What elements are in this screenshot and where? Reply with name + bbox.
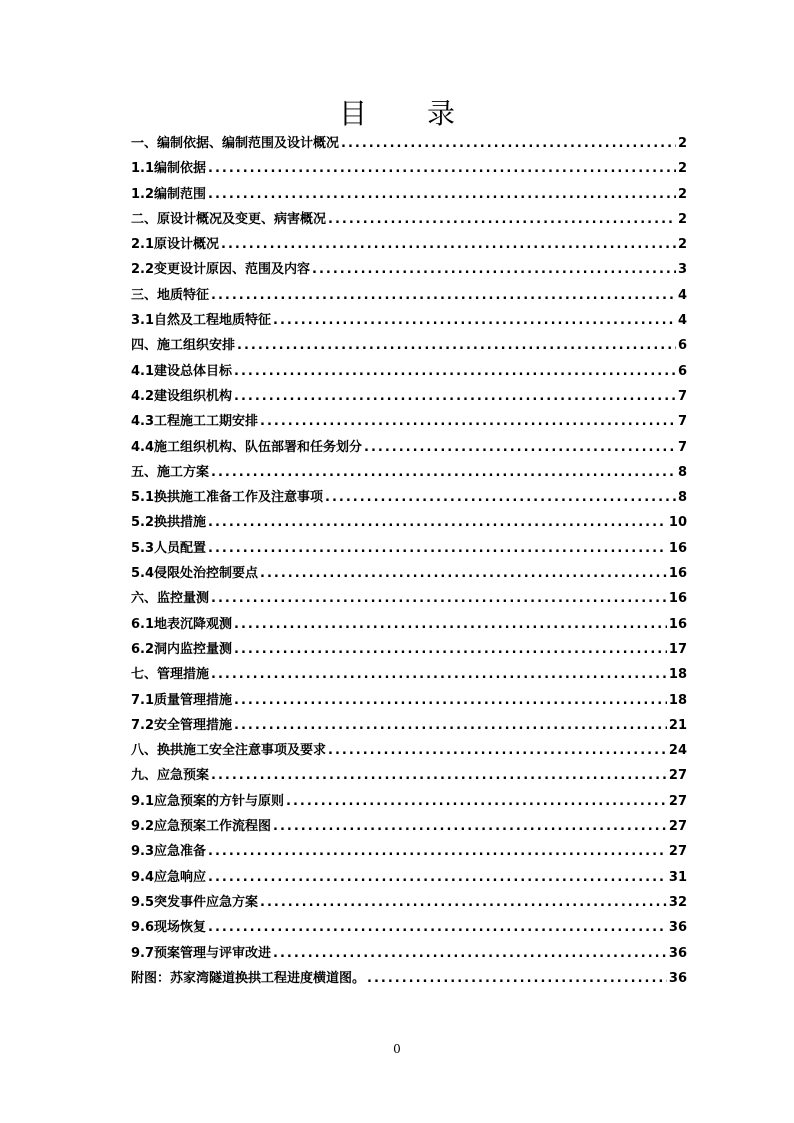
toc-entry-page: 27 [668, 819, 687, 835]
toc-leader-dots [208, 515, 667, 530]
toc-entry-page: 16 [668, 566, 687, 582]
toc-leader-dots [234, 617, 667, 632]
toc-entry-page: 16 [668, 540, 687, 556]
toc-entry[interactable] [131, 866, 687, 891]
toc-leader-dots [367, 971, 667, 986]
toc-leader-dots [260, 895, 667, 910]
toc-entry-page: 4 [677, 313, 687, 329]
toc-entry-label: 9.3应急准备 [131, 844, 207, 860]
toc-entry[interactable] [131, 132, 687, 157]
toc-entry[interactable] [131, 511, 687, 536]
toc-entry[interactable] [131, 638, 687, 663]
toc-leader-dots [208, 541, 667, 556]
toc-entry-page: 36 [668, 970, 687, 986]
toc-leader-dots [208, 844, 667, 859]
toc-entry-page: 36 [668, 945, 687, 961]
toc-leader-dots [234, 389, 676, 404]
toc-entry[interactable] [131, 587, 687, 612]
toc-entry[interactable] [131, 537, 687, 562]
page-number: 0 [393, 1042, 401, 1056]
toc-entry[interactable] [131, 183, 687, 208]
toc-entry-label: 5.3人员配置 [131, 540, 207, 556]
toc-entry-label: 三、地质特征 [131, 287, 210, 303]
toc-entry[interactable] [131, 284, 687, 309]
toc-entry-page: 3 [677, 262, 687, 278]
toc-entry-label: 5.4侵限处治控制要点 [131, 566, 259, 582]
toc-leader-dots [208, 920, 667, 935]
toc-entry-page: 27 [668, 793, 687, 809]
toc-leader-dots [211, 591, 667, 606]
toc-entry[interactable] [131, 208, 687, 233]
toc-leader-dots [260, 566, 667, 581]
toc-entry-label: 9.1应急预案的方针与原则 [131, 793, 285, 809]
toc-entry-page: 2 [677, 136, 687, 151]
toc-entry[interactable] [131, 840, 687, 865]
toc-entry-label: 4.2建设组织机构 [131, 388, 233, 404]
toc-entry-page: 8 [677, 490, 687, 506]
toc-entry[interactable] [131, 385, 687, 410]
toc-entry-page: 2 [677, 186, 687, 202]
toc-entry[interactable] [131, 258, 687, 283]
toc-entry-label: 八、换拱施工安全注意事项及要求 [131, 743, 327, 759]
toc-entry-label: 1.1编制依据 [131, 161, 207, 177]
toc-entry-page: 2 [677, 237, 687, 253]
toc-entry-label: 4.4施工组织机构、队伍部署和任务划分 [131, 439, 363, 455]
toc-entry[interactable] [131, 891, 687, 916]
toc-leader-dots [234, 642, 667, 657]
toc-entry-page: 7 [677, 414, 687, 430]
toc-entry[interactable] [131, 739, 687, 764]
toc-entry-label: 9.7预案管理与评审改进 [131, 945, 272, 961]
toc-leader-dots [286, 794, 667, 809]
title-char-1: 目 [338, 97, 367, 130]
toc-entry-page: 16 [668, 616, 687, 632]
toc-leader-dots [364, 440, 676, 455]
toc-entry[interactable] [131, 410, 687, 435]
toc-leader-dots [234, 693, 667, 708]
toc-leader-dots [260, 414, 676, 429]
toc-leader-dots [341, 136, 676, 151]
toc-entry-page: 8 [677, 464, 687, 480]
toc-entry-label: 6.2洞内监控量测 [131, 641, 233, 657]
toc-entry-label: 9.5突发事件应急方案 [131, 894, 259, 910]
toc-entry-label: 4.1建设总体目标 [131, 363, 233, 379]
toc-entry-page: 7 [677, 439, 687, 455]
toc-entry-label: 9.4应急响应 [131, 869, 207, 885]
page-title [0, 92, 794, 132]
toc-entry-label: 附图：苏家湾隧道换拱工程进度横道图。 [131, 970, 366, 986]
table-of-contents [131, 132, 687, 992]
toc-entry[interactable] [131, 764, 687, 789]
toc-entry-label: 6.1地表沉降观测 [131, 616, 233, 632]
toc-entry[interactable] [131, 461, 687, 486]
toc-leader-dots [221, 237, 676, 252]
toc-entry-page: 2 [677, 211, 687, 227]
toc-entry-page: 6 [677, 338, 687, 354]
toc-entry-label: 9.6现场恢复 [131, 920, 207, 936]
toc-entry-page: 21 [668, 717, 687, 733]
toc-leader-dots [211, 288, 676, 303]
toc-entry[interactable] [131, 942, 687, 967]
toc-entry-page: 32 [668, 894, 687, 910]
toc-entry-page: 36 [668, 920, 687, 936]
toc-entry-label: 9.2应急预案工作流程图 [131, 819, 272, 835]
toc-entry-label: 2.1原设计概况 [131, 237, 220, 253]
toc-entry-label: 四、施工组织安排 [131, 338, 236, 354]
toc-entry[interactable] [131, 562, 687, 587]
toc-entry-page: 4 [677, 287, 687, 303]
toc-leader-dots [211, 465, 676, 480]
toc-entry-label: 六、监控量测 [131, 591, 210, 607]
toc-leader-dots [273, 313, 676, 328]
toc-leader-dots [325, 490, 676, 505]
toc-entry-page: 18 [668, 667, 687, 683]
toc-entry[interactable] [131, 916, 687, 941]
toc-entry-label: 2.2变更设计原因、范围及内容 [131, 262, 311, 278]
toc-leader-dots [273, 819, 667, 834]
toc-entry[interactable] [131, 436, 687, 461]
toc-entry[interactable] [131, 334, 687, 359]
toc-leader-dots [208, 870, 667, 885]
toc-entry-page: 31 [668, 869, 687, 885]
toc-leader-dots [208, 161, 676, 176]
toc-entry-page: 16 [668, 591, 687, 607]
toc-entry[interactable] [131, 790, 687, 815]
toc-leader-dots [211, 768, 667, 783]
toc-leader-dots [237, 338, 676, 353]
toc-entry-label: 5.1换拱施工准备工作及注意事项 [131, 490, 324, 506]
toc-entry-page: 6 [677, 363, 687, 379]
toc-entry[interactable] [131, 233, 687, 258]
toc-entry-label: 7.2安全管理措施 [131, 717, 233, 733]
toc-leader-dots [328, 212, 676, 227]
toc-entry-label: 一、编制依据、编制范围及设计概况 [131, 136, 340, 151]
toc-leader-dots [312, 262, 676, 277]
toc-entry[interactable] [131, 486, 687, 511]
toc-entry[interactable] [131, 714, 687, 739]
toc-entry[interactable] [131, 689, 687, 714]
toc-entry[interactable] [131, 157, 687, 182]
toc-entry-page: 17 [668, 641, 687, 657]
toc-entry-page: 24 [668, 743, 687, 759]
toc-entry[interactable] [131, 663, 687, 688]
toc-leader-dots [234, 718, 667, 733]
toc-leader-dots [273, 946, 667, 961]
toc-entry[interactable] [131, 815, 687, 840]
toc-entry-label: 二、原设计概况及变更、病害概况 [131, 211, 327, 227]
toc-leader-dots [328, 743, 667, 758]
toc-entry-page: 27 [668, 844, 687, 860]
toc-entry-label: 7.1质量管理措施 [131, 692, 233, 708]
title-char-2: 录 [427, 97, 456, 130]
toc-entry-label: 九、应急预案 [131, 768, 210, 784]
toc-entry-label: 4.3工程施工工期安排 [131, 414, 259, 430]
toc-leader-dots [211, 667, 667, 682]
toc-entry-page: 27 [668, 768, 687, 784]
toc-entry-label: 五、施工方案 [131, 464, 210, 480]
toc-entry-label: 5.2换拱措施 [131, 515, 207, 531]
toc-entry-page: 7 [677, 388, 687, 404]
toc-entry-label: 3.1自然及工程地质特征 [131, 313, 272, 329]
toc-entry-page: 10 [668, 515, 687, 531]
toc-entry-label: 1.2编制范围 [131, 186, 207, 202]
toc-entry-page: 2 [677, 161, 687, 177]
toc-entry[interactable] [131, 967, 687, 992]
toc-entry[interactable] [131, 613, 687, 638]
toc-entry-page: 18 [668, 692, 687, 708]
toc-entry[interactable] [131, 360, 687, 385]
toc-leader-dots [208, 187, 676, 202]
toc-leader-dots [234, 364, 676, 379]
toc-entry[interactable] [131, 309, 687, 334]
toc-entry-label: 七、管理措施 [131, 667, 210, 683]
